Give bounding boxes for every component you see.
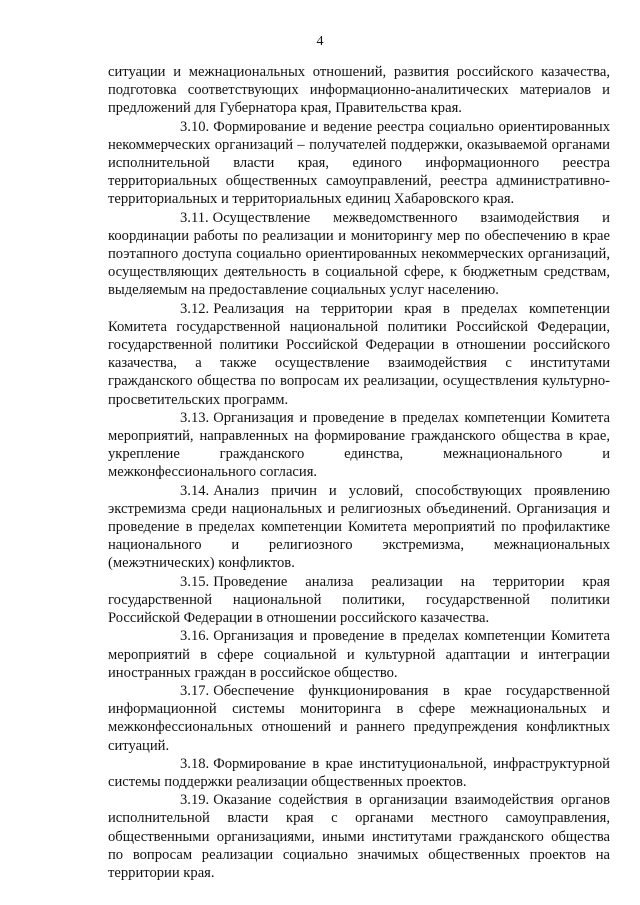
page-number: 4 [316,34,324,49]
clause-text: Организация и проведение в пределах компетенции Комитета мероприятий, направленных на формирование гражданского общества в крае, укрепление гражданского единства, межнационального и межконфессионального согласия. [108,409,610,481]
clause-3-10 [108,118,610,209]
clause-3-13 [108,409,610,482]
clause-3-12 [108,300,610,409]
clause-number: 3.13. [180,409,210,426]
document-body [108,63,610,882]
clause-text: Осуществление межведомственного взаимодействия и координации работы по реализации и мониторингу мер по обеспечению в крае поэтапного доступа социально ориентированных некоммерческих организаций, осуществляющих деятельность в социальной сфере, к бюджетным средствам, выделяемым на предоставление социальных услуг населению. [108,209,610,299]
clause-text: Проведение анализа реализации на территории края государственной национальной политики, государственной политики Российской Федерации в отношении российского казачества. [108,573,610,627]
clause-number: 3.15. [180,573,210,590]
opening-paragraph: ситуации и межнациональных отношений, развития российского казачества, подготовка соответствующих информационно-аналитических материалов и предложений для Губернатора края, Правительства края. [108,64,610,117]
clause-text: Организация и проведение в пределах компетенции Комитета мероприятий в сфере социальной и культурной адаптации и интеграции иностранных граждан в российское общество. [108,628,610,681]
clause-text: Формирование и ведение реестра социально ориентированных некоммерческих организаций – получателей поддержки, оказываемой органами исполнительной власти края, единого информационного реестра территориальных общественных самоуправлений, реестра административно-территориальных и территориальных единиц Хабаровского края. [108,118,610,208]
clause-number: 3.17. [180,682,210,699]
clause-3-11 [108,209,610,300]
clause-3-15 [108,573,610,628]
clause-text: Анализ причин и условий, способствующих проявлению экстремизма среди национальных и религиозных объединений. Организация и проведение в пределах компетенции Комитета мероприятий по профилактике национального и религиозного экстремизма, межнациональных (межэтнических) конфликтов. [108,482,610,572]
clause-number: 3.16. [180,628,210,645]
clause-number: 3.12. [180,300,210,317]
clause-3-19 [108,791,610,882]
clause-number: 3.14. [180,482,210,499]
clause-3-17 [108,682,610,755]
clause-text: Формирование в крае институциональной, инфраструктурной системы поддержки реализации общественных проектов. [108,755,610,790]
clause-text: Обеспечение функционирования в крае государственной информационной системы мониторинга в сфере межнациональных и межконфессиональных отношений и раннего предупреждения конфликтных ситуаций. [108,682,610,754]
clause-number: 3.18. [180,755,210,772]
clause-3-18 [108,755,610,791]
clause-number: 3.10. [180,118,210,135]
clause-text: Оказание содействия в организации взаимодействия органов исполнительной власти края с органами местного самоуправления, общественными организациями, иными институтами гражданского общества по вопросам реализации социально значимых общественных проектов на территории края. [108,792,610,881]
clause-3-16 [108,627,610,682]
clause-number: 3.19. [180,792,210,809]
clause-3-14 [108,482,610,573]
clause-number: 3.11. [180,209,209,226]
clause-text: Реализация на территории края в пределах компетенции Комитета государственной национальной политики Российской Федерации, государственной политики Российской Федерации в отношении российского казачества, а также осуществление взаимодействия с институтами гражданского общества по вопросам их реализации, осуществления культурно-просветительских программ. [108,300,610,408]
